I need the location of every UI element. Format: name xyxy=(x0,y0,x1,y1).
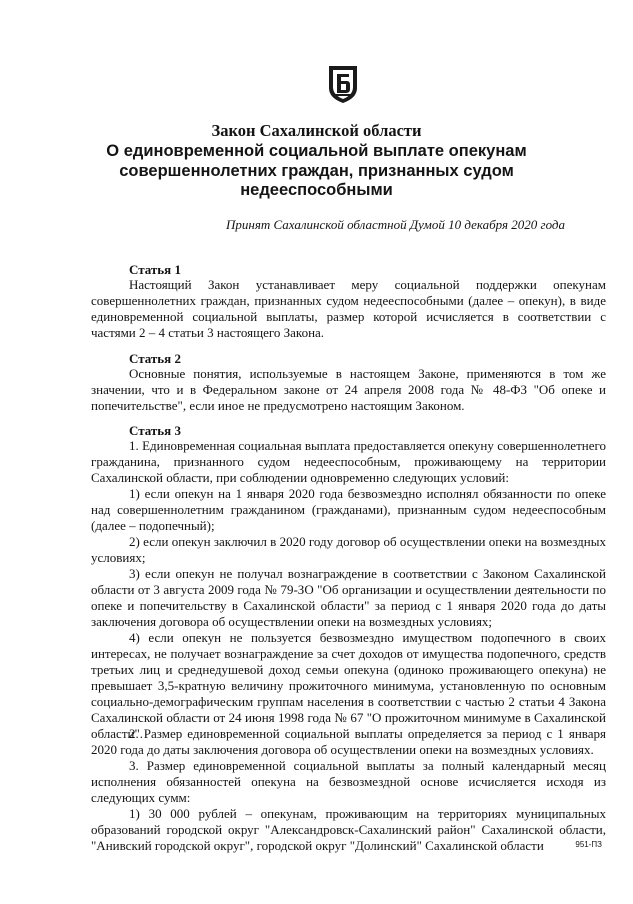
article-3-part-3: 3. Размер единовременной социальной выплаты за полный календарный месяц исполнения обязанностей опекуна на безвозмездной основе исчисляется исходя из следующих сумм: xyxy=(91,758,606,805)
law-subtitle xyxy=(0,142,633,201)
law-title: Закон Сахалинской области xyxy=(211,121,422,140)
article-3-part-3-item-1: 1) 30 000 рублей – опекунам, проживающим на территориях муниципальных образований городской округ "Александровск-Сахалинский район" Сахалинской области, "Анивский городской округ", городской округ "Долинский" Сахалинской области xyxy=(91,806,606,853)
article-3-item-2: 2) если опекун заключил в 2020 году договор об осуществлении опеки на возмездных условиях; xyxy=(91,534,606,565)
article-3-item-1: 1) если опекун на 1 января 2020 года безвозмездно исполнял обязанности по опеке над совершеннолетним гражданином (гражданами), признанным судом недееспособным (далее – подопечный); xyxy=(91,486,606,533)
article-3-heading: Статья 3 xyxy=(129,423,181,438)
article-3-part-2: 2. Размер единовременной социальной выплаты определяется за период с 1 января 2020 года до даты заключения договора об осуществлении опеки на возмездных условиях. xyxy=(91,726,606,757)
law-subtitle-line: О единовременной социальной выплате опекунам xyxy=(106,142,527,160)
article-3-item-4: 4) если опекун не пользуется безвозмездно имуществом подопечного в своих интересах, не получает вознаграждение за счет доходов от имущества подопечного, средств третьих лиц и среднедушевой доход семьи опекуна (одиноко проживающего опекуна) не превышает 3,5-кратную величину прожиточного минимума, установленную по основным социально-демографическим группам населения в соответствии с частью 2 статьи 4 Закона Сахалинской области от 24 июня 1998 года № 67 "О прожиточном минимуме в Сахалинской области". xyxy=(91,630,606,741)
coat-of-arms-emblem xyxy=(326,64,360,104)
article-2-heading: Статья 2 xyxy=(129,351,181,366)
article-1-heading: Статья 1 xyxy=(129,262,181,277)
adoption-note: Принят Сахалинской областной Думой 10 декабря 2020 года xyxy=(226,217,565,232)
law-subtitle-line: совершеннолетних граждан, признанных судом xyxy=(119,161,514,180)
article-1-paragraph: Настоящий Закон устанавливает меру социальной поддержки опекунам совершеннолетних граждан, признанных судом недееспособными (далее – опекун), в виде единовременной социальной выплаты, размер которой исчисляется в соответствии с частями 2 – 4 статьи 3 настоящего Закона. xyxy=(91,277,606,340)
article-3-part-1: 1. Единовременная социальная выплата предоставляется опекуну совершеннолетнего гражданина, признанного судом недееспособным, проживающему на территории Сахалинской области, при соблюдении одновременно следующих условий: xyxy=(91,438,606,485)
article-3-item-3: 3) если опекун не получал вознаграждение в соответствии с Законом Сахалинской области от 3 августа 2009 года № 79-ЗО "Об организации и осуществлении деятельности по опеке и попечительству в Сахалинской области" за период с 1 января 2020 года до даты заключения договора об осуществлении опеки на возмездных условиях; xyxy=(91,566,606,629)
document-code: 951-ПЗ xyxy=(575,840,602,849)
law-subtitle-line: недееспособными xyxy=(240,181,393,199)
article-2-paragraph: Основные понятия, используемые в настоящем Законе, применяются в том же значении, что и в Федеральном законе от 24 апреля 2008 года № 48-ФЗ "Об опеке и попечительстве", если иное не предусмотрено настоящим Законом. xyxy=(91,366,606,413)
